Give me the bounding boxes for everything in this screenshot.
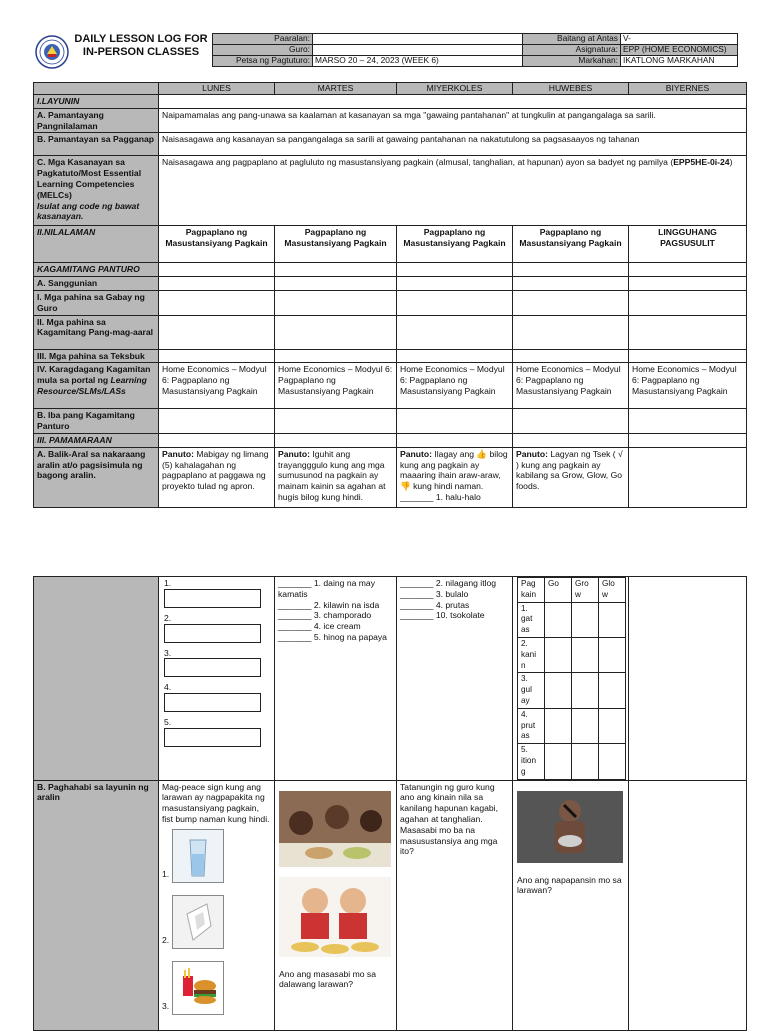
page-title [70,33,212,59]
food-group-grid: Pag kain Go Gro w Glo w 1. gat as 2. kani n 3. gul ay 4. prut as 5. ition g [517,577,626,780]
portal-biyernes: Home Economics – Modyul 6: Pagpaplano ng Masustansiyang Pagkain [629,363,747,409]
pamantayang-pangnilalaman-text: Naipamamalas ang pang-unawa sa kaalaman at kasanayan sa mga "gawaing pantahanan" at tungkulin at pangangalaga sa sarili. [159,108,747,133]
portal-label-b: Learning Resource/SLMs/LASs [37,375,147,396]
check-cell[interactable] [599,602,626,637]
melc-body: Naisasagawa ang pagpaplano at pagluluto ng masustansiyang pagkain (almusal, tanghalian, at hapunan) ayon sa badyet ng pamilya ( [162,157,674,168]
portal-label-a: IV. Karagdagang Kagamitan mula sa portal ng [37,364,151,386]
check-cell[interactable] [545,744,572,779]
check-cell[interactable] [599,637,626,672]
topic-huwebes: Pagpaplano ng Masustansiyang Pagkain [513,226,629,263]
portal-huwebes: Home Economics – Modyul 6: Pagpaplano ng Masustansiyang Pagkain [513,363,629,409]
huwebes-grid-cell [513,577,629,781]
list-item: _______ 10. tsokolate [400,610,485,621]
check-cell[interactable] [545,673,572,708]
answer-box[interactable] [164,728,261,747]
topic-biyernes: LINGGUHANG PAGSUSULIT [629,226,747,263]
paaralan-label: Paaralan: [213,34,313,45]
day-martes: MARTES [275,83,397,95]
melc-end: ) [729,157,733,168]
balik-aral-miyerkoles: Panuto: Ilagay ang 👍 bilog kung ang pagkain ay maaaring ihain araw-araw, 👎 kung hindi naman. _______ 1. halu-halo [397,447,513,507]
layunin-heading: I.LAYUNIN [34,95,159,109]
list-item: _______ 3. bulalo [400,588,469,599]
answer-box[interactable] [164,693,261,712]
check-cell[interactable] [599,744,626,779]
kagamitan-heading: KAGAMITANG PANTURO [34,263,159,277]
title-line-1: DAILY LESSON LOG FOR [74,33,208,45]
panuto-label: Panuto: [516,448,548,459]
paghahabi-martes-question: Ano ang masasabi mo sa dalawang larawan? [279,968,376,990]
check-cell[interactable] [599,673,626,708]
malnourished-child-photo [517,791,623,863]
check-cell[interactable] [572,602,599,637]
guro-label: Guro: [213,45,313,56]
day-lunes: LUNES [159,83,275,95]
paghahabi-martes [275,780,397,1030]
melc-label [34,156,159,226]
asignatura-label: Asignatura: [523,45,621,56]
paghahabi-huwebes [513,780,629,1030]
topic-lunes: Pagpaplano ng Masustansiyang Pagkain [159,226,275,263]
list-item: _______ 5. hinog na papaya [278,631,387,642]
topic-martes: Pagpaplano ng Masustansiyang Pagkain [275,226,397,263]
guro-value [313,45,523,56]
list-item: _______ 2. nilagang itlog [400,578,497,588]
corner-cell [34,83,159,95]
sanggunian-label: A. Sanggunian [34,277,159,291]
paghahabi-lunes-text: Mag-peace sign kung ang larawan ay nagpapakita ng masustansiyang pagkain, fist bump naman kung hindi. [162,781,270,824]
paghahabi-huwebes-question: Ano ang napapansin mo sa larawan? [517,874,622,896]
pang-mag-aaral-label: II. Mga pahina sa Kagamitang Pang-mag-aaral [34,315,159,349]
pamantayang-pangnilalaman-label: A. Pamantayang Pangnilalaman [34,108,159,133]
melc-code: EPP5HE-0i-24 [673,157,730,168]
thumbs-down-icon: 👎 [400,481,411,492]
kids-eating-healthy-photo [279,791,391,867]
panuto-label: Panuto: [400,448,432,459]
check-cell[interactable] [545,602,572,637]
nilalaman-heading: II.NILALAMAN [34,226,159,263]
balik-aral-huwebes [513,447,629,507]
deped-seal-logo [35,35,69,69]
check-cell[interactable] [572,637,599,672]
lunes-answer-boxes: 1. 2. 3. 4. 5. [159,577,275,781]
burger-fries-icon [172,961,224,1015]
lesson-log-table [33,82,747,508]
miyerkoles-item-list [397,577,513,781]
answer-box[interactable] [164,589,261,608]
pamantayan-sa-pagganap-text: Naisasagawa ang kasanayan sa pangangalaga sa sarili at gawaing pantahanan na nakatutulong sa pagsasaayos ng tahanan [159,133,747,156]
asignatura-value: EPP (HOME ECONOMICS) [621,45,738,56]
boys-eating-chips-photo [279,877,391,957]
paghahabi-label: B. Paghahabi sa layunin ng aralin [34,780,159,1030]
day-biyernes: BIYERNES [629,83,747,95]
balik-aral-martes [275,447,397,507]
balik-aral-martes-text: Iguhit ang trayangggulo kung ang mga sumusunod na pagkain ay mainam kainin sa agahan at hugis bilog kung hindi. [278,448,386,502]
check-cell[interactable] [545,708,572,743]
balik-aral-lunes [159,447,275,507]
paaralan-value [313,34,523,45]
answer-box[interactable] [164,624,261,643]
list-item: _______ 3. champorado [278,610,372,621]
list-item: _______ 4. prutas [400,599,470,610]
thumbs-up-icon: 👍 [476,448,488,459]
topic-miyerkoles: Pagpaplano ng Masustansiyang Pagkain [397,226,513,263]
glass-of-water-icon [172,829,224,883]
paghahabi-miyerkoles: Tatanungin ng guro kung ano ang kinain nila sa kanilang hapunan kagabi, agahan at tanghalian. Masasabi mo ba na masusustansiya ang mga ito? [397,780,513,1030]
petsa-value: MARSO 20 – 24, 2023 (WEEK 6) [313,56,523,67]
check-cell[interactable] [545,637,572,672]
paghahabi-lunes: Mag-peace sign kung ang larawan ay nagpapakita ng masustansiyang pagkain, fist bump naman kung hindi. 1. 2. 3. [159,780,275,1030]
balik-aral-huwebes-text: Lagyan ng Tsek ( √ ) kung ang pagkain ay kabilang sa Grow, Glow, Go foods. [516,448,623,492]
teksbuk-label: III. Mga pahina sa Teksbuk [34,349,159,363]
lesson-log-table-continued [33,576,747,1031]
gabay-ng-guro-label: I. Mga pahina sa Gabay ng Guro [34,290,159,315]
portal-lunes: Home Economics – Modyul 6: Pagpaplano ng Masustansiyang Pagkain [159,363,275,409]
check-cell[interactable] [599,708,626,743]
title-line-2: IN-PERSON CLASSES [82,46,200,58]
check-cell[interactable] [572,673,599,708]
panuto-label: Panuto: [162,448,194,459]
miyerkoles-item-1: _______ 1. halu-halo [400,491,481,502]
milk-icon [172,895,224,949]
baitang-value: V- [621,34,738,45]
day-huwebes: HUWEBES [513,83,629,95]
martes-item-list [275,577,397,781]
day-miyerkoles: MIYERKOLES [397,83,513,95]
portal-label [34,363,159,409]
pamantayan-sa-pagganap-label: B. Pamantayan sa Pagganap [34,133,159,156]
balik-aral-lunes-text: Mabigay ng limang (5) kahalagahan ng pagpaplano at paggawa ng proyekto tulad ng apron. [162,448,269,492]
iba-pang-kagamitan-label: B. Iba pang Kagamitang Panturo [34,409,159,434]
portal-martes: Home Economics – Modyul 6: Pagpaplano ng Masustansiyang Pagkain [275,363,397,409]
check-cell[interactable] [572,744,599,779]
melc-text [159,156,747,226]
check-cell[interactable] [572,708,599,743]
list-item: _______ 4. ice cream [278,621,361,632]
markahan-label: Markahan: [523,56,621,67]
portal-miyerkoles: Home Economics – Modyul 6: Pagpaplano ng Masustansiyang Pagkain [397,363,513,409]
list-item: _______ 2. kilawin na isda [278,599,380,610]
answer-box[interactable] [164,658,261,677]
baitang-label: Baitang at Antas [523,34,621,45]
melc-note: Isulat ang code ng bawat kasanayan. [37,200,140,222]
petsa-label: Petsa ng Pagtuturo: [213,56,313,67]
balik-aral-label: A. Balik-Aral sa nakaraang aralin at/o pagsisimula ng bagong aralin. [34,447,159,507]
pamamaraan-heading: III. PAMAMARAAN [34,433,159,447]
panuto-label: Panuto: [278,448,310,459]
markahan-value: IKATLONG MARKAHAN [621,56,738,67]
list-item: _______ 1. daing na may kamatis [278,578,375,599]
melc-label-text: C. Mga Kasanayan sa Pagkatuto/Most Essential Learning Competencies (MELCs) [37,157,142,200]
header-info-table [212,33,738,67]
